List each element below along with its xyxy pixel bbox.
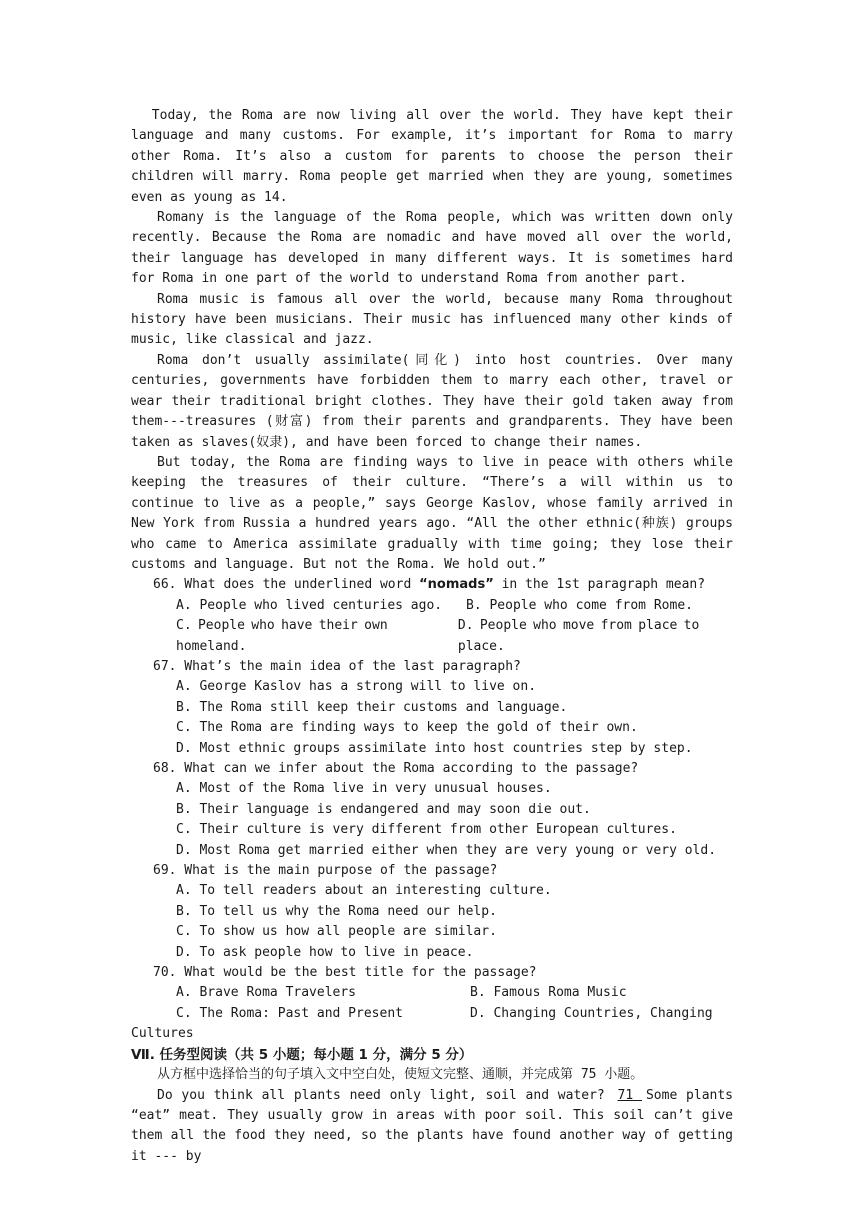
question-68-option-d: D. Most Roma get married either when they are very young or very old. (176, 842, 717, 858)
question-68-option-a: A. Most of the Roma live in very unusual houses. (176, 781, 552, 797)
question-66-option-b: B. People who come from Rome. (466, 597, 693, 613)
question-69-option-b: B. To tell us why the Roma need our help. (176, 903, 497, 919)
section-7-heading: Ⅶ. 任务型阅读（共 5 小题；每小题 1 分，满分 5 分） (131, 1046, 473, 1063)
question-69-option-a: A. To tell readers about an interesting culture. (176, 883, 552, 899)
question-66-stem (131, 575, 733, 595)
question-68-option-c: C. Their culture is very different from other European cultures. (176, 822, 677, 838)
question-66-options-row-1 (131, 596, 733, 616)
passage-paragraph-2: Romany is the language of the Roma people, which was written down only recently. Because the Roma are nomadic and have moved all over the world, their language has developed in many different ways. It is sometimes hard for Roma in one part of the world to understand Roma from another part. (131, 210, 733, 287)
question-67-stem: 67. What’s the main idea of the last paragraph? (153, 658, 521, 674)
question-67-option-d: D. Most ethnic groups assimilate into host countries step by step. (176, 740, 693, 756)
question-66-option-d: D. People who move from place to place. (457, 618, 700, 654)
question-67-option-b: B. The Roma still keep their customs and language. (176, 699, 568, 715)
document-page (131, 106, 733, 1167)
question-67-option-a: A. George Kaslov has a strong will to live on. (176, 679, 537, 695)
section-7-text-post: Some plants “eat” meat. They usually grow in areas with poor soil. This soil can’t give them all the food they need, so the plants have found another way of getting it --- by (131, 1087, 734, 1164)
question-67-option-c: C. The Roma are finding ways to keep the gold of their own. (176, 720, 638, 736)
question-66-stem-post: in the 1st paragraph mean? (493, 577, 706, 593)
question-66-keyword: “nomads” (419, 577, 494, 593)
question-70-options-row-1 (131, 983, 733, 1003)
blank-71: 71 (617, 1087, 642, 1103)
question-66-options-row-2 (131, 616, 733, 657)
section-7-instruction: 从方框中选择恰当的句子填入文中空白处，使短文完整、通顺，并完成第 75 小题。 (157, 1067, 644, 1083)
question-69-option-d: D. To ask people how to live in peace. (176, 944, 474, 960)
passage-paragraph-3: Roma music is famous all over the world, because many Roma throughout history have been musicians. Their music has influenced many other kinds of music, like classical and jazz. (131, 291, 733, 348)
question-70-option-d: D. Changing Countries, Changing (470, 1005, 713, 1021)
question-68-stem: 68. What can we infer about the Roma according to the passage? (153, 761, 639, 776)
question-66-option-c: C. People who have their own homeland. (176, 618, 388, 654)
question-70-option-c: C. The Roma: Past and Present (176, 1005, 403, 1021)
question-70-options-row-2 (131, 1004, 733, 1024)
question-69-stem: 69. What is the main purpose of the passage? (153, 863, 498, 879)
question-68-option-b: B. Their language is endangered and may soon die out. (176, 801, 591, 817)
question-70-stem: 70. What would be the best title for the passage? (153, 965, 537, 981)
question-66-option-a: A. People who lived centuries ago. (176, 597, 443, 613)
section-7-text-pre: Do you think all plants need only light, soil and water? (157, 1087, 614, 1103)
question-70-option-d-continued: Cultures (131, 1026, 194, 1042)
passage-paragraph-1: Today, the Roma are now living all over the world. They have kept their language and many customs. For example, it’s important for Roma to marry other Roma. It’s also a custom for parents to choose the person their children will marry. Roma people get married when they are young, sometimes even as young as 14. (131, 108, 733, 205)
section-7-passage (131, 1086, 733, 1168)
question-70-option-a: A. Brave Roma Travelers (176, 985, 357, 1001)
question-70-option-b: B. Famous Roma Music (470, 985, 627, 1001)
passage-paragraph-5: But today, the Roma are finding ways to live in peace with others while keeping the treasures of their culture. “There’s a will within us to continue to live as a people,” says George Kaslov, whose family arrived in New York from Russia a hundred years ago. “All the other ethnic(种族) groups who came to America assimilate gradually with time going; they lose their customs and language. But not the Roma. We hold out.” (131, 454, 733, 572)
passage-paragraph-4: Roma don’t usually assimilate(同化) into host countries. Over many centuries, governments have forbidden them to marry each other, travel or wear their traditional bright clothes. They have their gold taken away from them---treasures (财富) from their parents and grandparents. They have been taken as slaves(奴隶), and have been forced to change their names. (131, 352, 733, 450)
question-66-stem-pre: 66. What does the underlined word (153, 577, 420, 593)
question-69-option-c: C. To show us how all people are similar. (176, 924, 497, 940)
